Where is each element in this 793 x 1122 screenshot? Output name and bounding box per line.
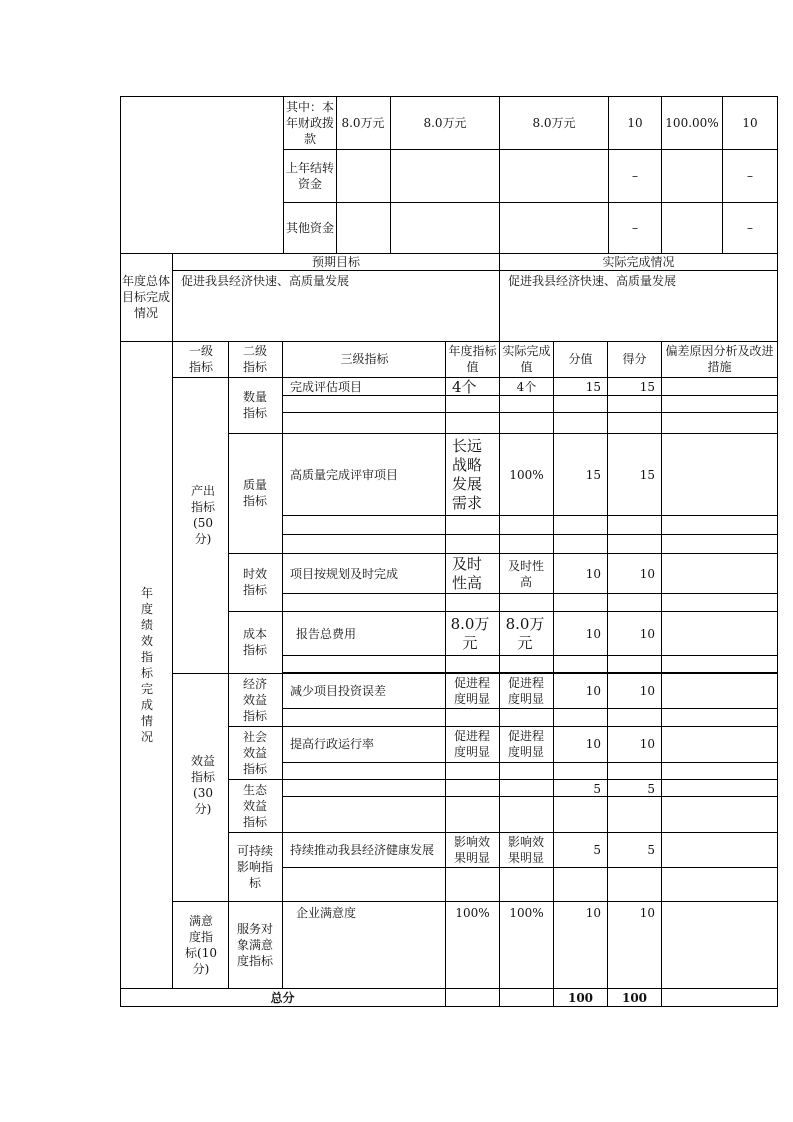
quality-actual: 100% (509, 468, 544, 482)
sustainable-weight: 5 (593, 843, 601, 857)
social-target: 促进程度明显 (453, 729, 490, 759)
quantity-actual: 4个 (516, 380, 537, 394)
grid-line (120, 96, 121, 1007)
lvl2-quantity: 数量指标 (242, 390, 267, 420)
expected-header: 预期目标 (311, 255, 360, 269)
funding-row1-budget: 8.0万元 (423, 116, 467, 130)
perf-section-label: 年度绩效指标完成情况 (140, 586, 153, 744)
service-name: 企业满意度 (296, 906, 357, 920)
sustainable-score: 5 (647, 843, 655, 857)
funding-row2-dash2: – (747, 169, 753, 183)
header-actual: 实际完成值 (502, 344, 551, 374)
economic-weight: 10 (585, 684, 601, 698)
lvl2-service: 服务对象满意度指标 (236, 922, 273, 968)
grid-line (661, 341, 662, 1007)
funding-row1-actual: 8.0万元 (532, 116, 576, 130)
economic-actual: 促进程度明显 (507, 676, 544, 706)
header-lvl1: 一级指标 (188, 344, 213, 374)
expected-goal: 促进我县经济快速、高质量发展 (181, 274, 350, 288)
total-score: 100 (621, 990, 648, 1005)
social-score: 10 (639, 737, 655, 751)
economic-score: 10 (639, 684, 655, 698)
grid-line (282, 867, 778, 868)
grid-line (228, 341, 229, 989)
lvl2-cost: 成本指标 (242, 627, 267, 657)
grid-line (282, 762, 778, 763)
social-actual: 促进程度明显 (507, 729, 544, 759)
grid-line (282, 796, 778, 797)
grid-line (283, 149, 778, 150)
sustainable-name: 持续推动我县经济健康发展 (290, 843, 435, 857)
total-weight: 100 (567, 990, 594, 1005)
lvl2-quality: 质量指标 (242, 478, 267, 508)
quality-name: 高质量完成评审项目 (290, 468, 399, 482)
social-name: 提高行政运行率 (290, 737, 375, 751)
grid-line (228, 779, 778, 780)
grid-line (172, 341, 173, 989)
actual-result: 促进我县经济快速、高质量发展 (508, 274, 677, 288)
timeliness-score: 10 (639, 567, 655, 581)
funding-row1-weight: 10 (627, 116, 643, 130)
funding-row1-annual: 8.0万元 (341, 116, 385, 130)
funding-row3-label: 其他资金 (285, 221, 334, 235)
timeliness-weight: 10 (585, 567, 601, 581)
overall-label: 年度总体目标完成情况 (121, 274, 170, 320)
output-group-label: 产出指标(50分) (190, 484, 215, 546)
header-target: 年度指标值 (448, 344, 497, 374)
grid-line (282, 708, 778, 709)
grid-line (282, 412, 778, 413)
quantity-weight: 15 (585, 380, 601, 394)
quality-target: 长远战略发展需求 (451, 437, 482, 512)
quantity-name: 完成评估项目 (290, 380, 363, 394)
funding-row1-label: 其中：本年财政拨款 (285, 100, 334, 146)
funding-row3-dash1: – (632, 221, 638, 235)
timeliness-name: 项目按规划及时完成 (290, 567, 399, 581)
header-lvl3: 三级指标 (340, 352, 389, 366)
quantity-target: 4个 (452, 377, 477, 396)
ecological-weight: 5 (593, 781, 601, 796)
quality-weight: 15 (585, 468, 601, 482)
economic-name: 减少项目投资误差 (290, 684, 387, 698)
grid-line (777, 96, 778, 1007)
lvl2-timeliness: 时效指标 (242, 567, 267, 597)
satisfaction-group-label: 满意度指标(10分) (185, 914, 217, 976)
total-label: 总分 (270, 990, 295, 1005)
header-analysis: 偏差原因分析及改进措施 (665, 344, 774, 374)
benefit-group-label: 效益指标(30分) (190, 754, 215, 816)
header-score: 得分 (622, 352, 647, 366)
grid-line (282, 534, 778, 535)
grid-line (120, 1006, 778, 1007)
header-lvl2: 二级指标 (242, 344, 267, 374)
funding-row2-dash1: – (632, 169, 638, 183)
service-weight: 10 (585, 906, 601, 920)
timeliness-target: 及时性高 (451, 555, 482, 592)
quality-score: 15 (639, 468, 655, 482)
funding-row2-label: 上年结转资金 (285, 161, 334, 191)
ecological-score: 5 (647, 781, 655, 796)
service-score: 10 (639, 906, 655, 920)
cost-score: 10 (639, 627, 655, 641)
lvl2-social: 社会效益指标 (242, 730, 267, 776)
sustainable-actual: 影响效果明显 (507, 835, 544, 865)
lvl2-sustainable: 可持续影响指标 (236, 844, 273, 890)
grid-line (283, 202, 778, 203)
social-weight: 10 (585, 737, 601, 751)
funding-row1-rate: 100.00% (665, 116, 719, 130)
header-weight: 分值 (568, 352, 593, 366)
cost-name: 报告总费用 (296, 627, 357, 641)
cost-actual: 8.0万元 (505, 615, 545, 652)
economic-target: 促进程度明显 (453, 676, 490, 706)
cost-target: 8.0万元 (450, 615, 490, 652)
service-target: 100% (455, 906, 490, 920)
sustainable-target: 影响效果明显 (453, 835, 490, 865)
actual-header: 实际完成情况 (602, 255, 675, 269)
service-actual: 100% (509, 906, 544, 920)
grid-line (282, 341, 283, 989)
cost-weight: 10 (585, 627, 601, 641)
quantity-score: 15 (639, 380, 655, 394)
lvl2-ecological: 生态效益指标 (242, 783, 267, 829)
funding-row3-dash2: – (747, 221, 753, 235)
timeliness-actual: 及时性高 (507, 559, 544, 589)
lvl2-economic: 经济效益指标 (242, 677, 267, 723)
funding-row1-score: 10 (742, 116, 758, 130)
